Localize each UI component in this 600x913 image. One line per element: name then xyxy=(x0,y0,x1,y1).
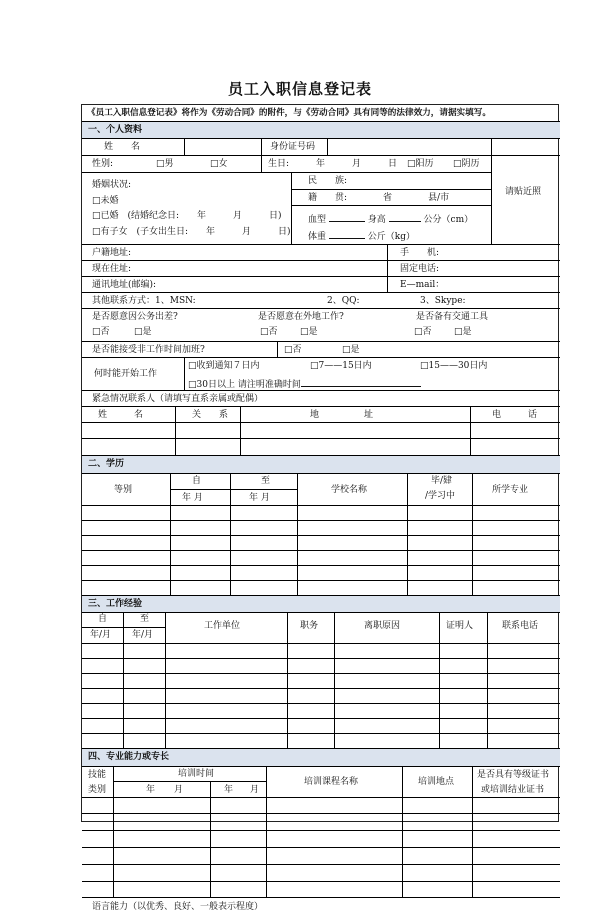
solar-calendar-checkbox[interactable]: □阳历 xyxy=(407,159,434,169)
gender-female-checkbox[interactable]: □女 xyxy=(210,159,228,169)
start-work-label: 何时能开始工作 xyxy=(94,369,158,379)
section-title-skills: 四、专业能力或专长 xyxy=(88,752,170,762)
household-address-field[interactable]: 户籍地址: xyxy=(92,248,132,258)
photo-area[interactable]: 请贴近照 xyxy=(505,187,542,197)
section-header-work xyxy=(82,596,560,612)
current-address-field[interactable]: 现在住址: xyxy=(92,264,132,274)
overtime-yes-checkbox[interactable]: □是 xyxy=(342,345,360,355)
overtime-question: 是否能接受非工作时间加班? xyxy=(92,345,205,355)
overtime-no-checkbox[interactable]: □否 xyxy=(284,345,302,355)
edu-school-header: 学校名称 xyxy=(331,485,368,495)
marital-status-label: 婚姻状况: xyxy=(92,180,132,190)
emergency-contact-label: 紧急情况联系人（请填写直系亲属或配偶） xyxy=(92,394,264,404)
business-trip-no-checkbox[interactable]: □否 xyxy=(92,327,110,337)
edu-from-header: 自 xyxy=(192,476,202,486)
emergency-address-header: 地 址 xyxy=(310,410,374,420)
skill-category-header: 技能 xyxy=(88,770,107,780)
edu-status-header-2: /学习中 xyxy=(425,491,456,501)
skill-category-header-2: 类别 xyxy=(88,785,107,795)
section-title-work: 三、工作经验 xyxy=(88,599,143,609)
gender-male-checkbox[interactable]: □男 xyxy=(156,159,174,169)
training-to-month: 月 xyxy=(250,785,260,795)
relocate-yes-checkbox[interactable]: □是 xyxy=(300,327,318,337)
start-within-7-days-checkbox[interactable]: □收到通知７日内 xyxy=(188,361,260,371)
training-time-header: 培训时间 xyxy=(178,769,215,779)
relocate-question: 是否愿意在外地工作? xyxy=(258,312,344,322)
start-7-15-days-checkbox[interactable]: □7——15日内 xyxy=(310,361,372,371)
work-reference-header: 证明人 xyxy=(446,621,474,631)
language-ability-field[interactable]: 语言能力（以优秀、良好、一般表示程度） xyxy=(92,902,264,912)
work-to-ym: 年/月 xyxy=(132,630,154,640)
qq-field[interactable]: 2、QQ: xyxy=(327,296,360,306)
certificate-header-2: 或培训结业证书 xyxy=(481,785,545,795)
section-header-education xyxy=(82,456,560,473)
native-place-field[interactable]: 籍 贯: 省 县/市 xyxy=(308,193,450,203)
start-15-30-days-checkbox[interactable]: □15——30日内 xyxy=(420,361,488,371)
business-trip-yes-checkbox[interactable]: □是 xyxy=(134,327,152,337)
name-label: 姓 名 xyxy=(104,142,141,152)
edu-from-ym: 年 月 xyxy=(182,493,203,503)
emergency-relation-header: 关 系 xyxy=(192,410,229,420)
certificate-header: 是否具有等级证书 xyxy=(477,770,550,780)
work-to-header: 至 xyxy=(140,614,150,624)
form-title: 员工入职信息登记表 xyxy=(227,80,372,98)
emergency-phone-header: 电 话 xyxy=(492,410,538,420)
registration-form xyxy=(81,104,559,912)
work-employer-header: 工作单位 xyxy=(204,621,241,631)
training-to-year: 年 xyxy=(224,785,234,795)
lunar-calendar-checkbox[interactable]: □阴历 xyxy=(453,159,480,169)
ethnicity-field[interactable]: 民 族: xyxy=(308,176,348,186)
email-field[interactable]: E—mail： xyxy=(400,280,445,290)
section-title-personal: 一、个人资料 xyxy=(88,125,143,135)
business-trip-question: 是否愿意因公务出差? xyxy=(92,312,178,322)
has-children-checkbox[interactable]: □有子女 (子女出生日: 年 月 日) xyxy=(92,227,291,237)
id-number-label: 身份证号码 xyxy=(270,142,316,152)
vehicle-question: 是否备有交通工具 xyxy=(416,312,489,322)
training-course-header: 培训课程名称 xyxy=(304,777,359,787)
work-from-header: 自 xyxy=(98,614,108,624)
landline-field[interactable]: 固定电话: xyxy=(400,264,440,274)
msn-field[interactable]: 其他联系方式：1、MSN: xyxy=(92,296,196,306)
work-position-header: 职务 xyxy=(300,621,319,631)
birthday-field[interactable]: 生日: 年 月 日 xyxy=(268,159,398,169)
work-leave-reason-header: 离职原因 xyxy=(364,621,401,631)
mailing-address-field[interactable]: 通讯地址(邮编): xyxy=(92,280,157,290)
skype-field[interactable]: 3、Skype: xyxy=(420,296,466,306)
training-location-header: 培训地点 xyxy=(418,777,455,787)
legal-notice: 《员工入职信息登记表》将作为《劳动合同》的附件，与《劳动合同》具有同等的法律效力，请据实填写。 xyxy=(87,108,491,118)
gender-label: 性别: xyxy=(92,159,114,169)
mobile-field[interactable]: 手 机: xyxy=(400,248,440,258)
vehicle-no-checkbox[interactable]: □否 xyxy=(414,327,432,337)
blood-height-row[interactable]: 血型 身高 公分（cm） xyxy=(308,212,473,226)
edu-to-ym: 年 月 xyxy=(249,493,270,503)
work-phone-header: 联系电话 xyxy=(502,621,539,631)
start-over-30-days-checkbox[interactable]: □30日以上 请注明准确时间 xyxy=(188,377,421,391)
work-from-ym: 年/月 xyxy=(90,630,112,640)
emergency-name-header: 姓 名 xyxy=(98,410,144,420)
edu-type-header: 等别 xyxy=(114,485,133,495)
section-header-personal xyxy=(82,122,560,138)
weight-row[interactable]: 体重 公斤（kg） xyxy=(308,229,415,243)
training-from-year: 年 xyxy=(146,785,156,795)
unmarried-checkbox[interactable]: □未婚 xyxy=(92,196,119,206)
edu-status-header: 毕/肄 xyxy=(431,476,453,486)
training-from-month: 月 xyxy=(174,785,184,795)
vehicle-yes-checkbox[interactable]: □是 xyxy=(454,327,472,337)
edu-to-header: 至 xyxy=(261,476,271,486)
married-checkbox[interactable]: □已婚 (结婚纪念日: 年 月 日) xyxy=(92,211,282,221)
relocate-no-checkbox[interactable]: □否 xyxy=(260,327,278,337)
edu-major-header: 所学专业 xyxy=(492,485,529,495)
section-title-education: 二、学历 xyxy=(88,459,125,469)
